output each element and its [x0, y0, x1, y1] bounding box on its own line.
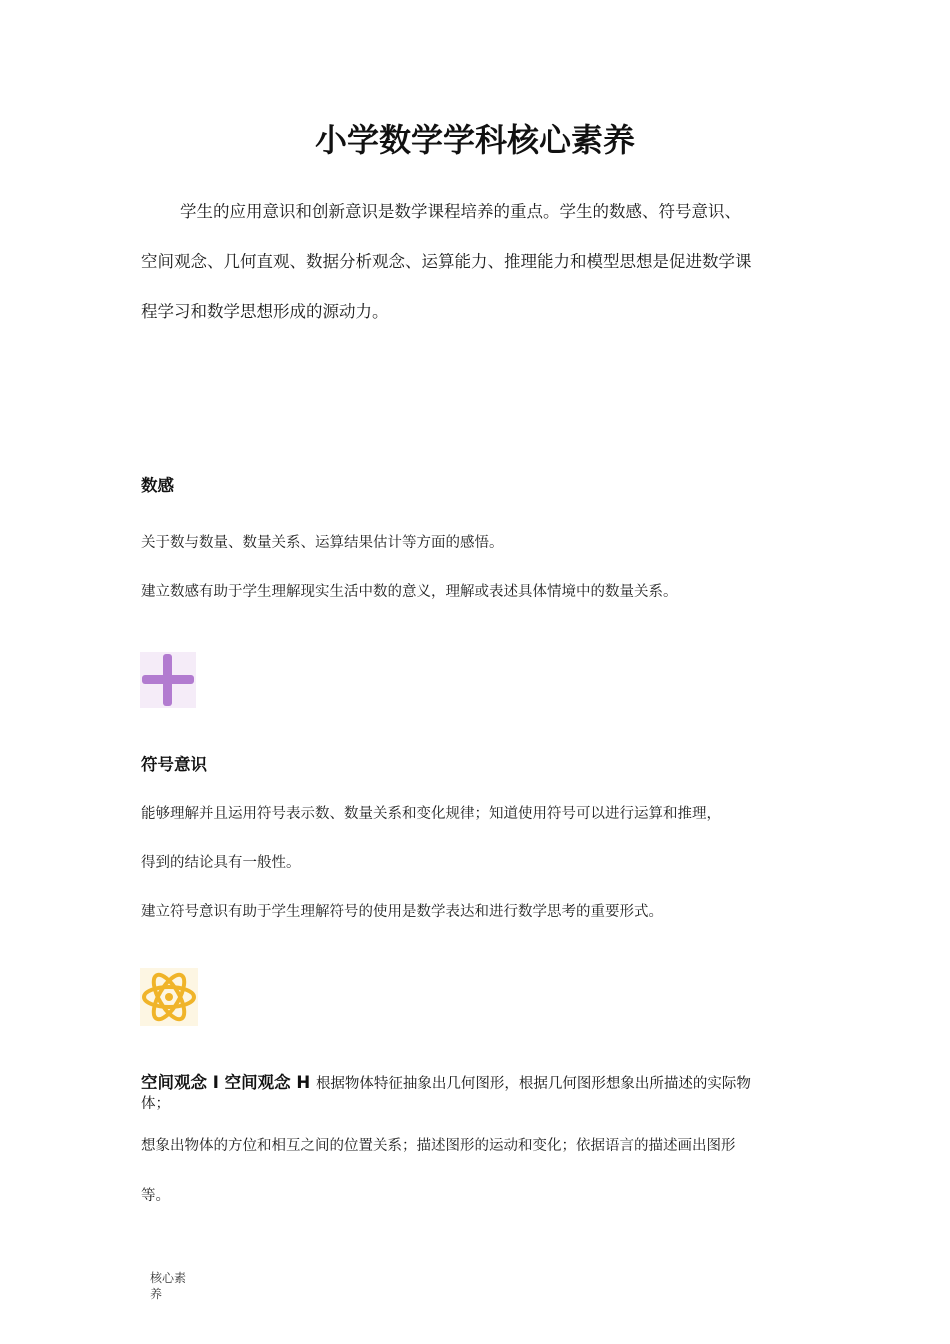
- intro-line-2: 空间观念、几何直观、数据分析观念、运算能力、推理能力和模型思想是促进数学课: [141, 252, 752, 271]
- footer-label: [150, 1270, 186, 1302]
- intro-line-1: 学生的应用意识和创新意识是数学课程培养的重点。学生的数感、符号意识、: [180, 202, 741, 221]
- atom-icon: [140, 968, 198, 1026]
- section-heading-symbol-sense: 符号意识: [141, 755, 207, 774]
- section-line: 得到的结论具有一般性。: [141, 855, 301, 871]
- footer-line-2: 养: [150, 1287, 163, 1301]
- section-line: 想象出物体的方位和相互之间的位置关系；描述图形的运动和变化；依据语言的描述画出图形: [141, 1138, 736, 1154]
- section-heading-spatial-sense: [141, 1071, 751, 1096]
- section-line: 等。: [141, 1188, 170, 1204]
- section-line: 关于数与数量、数量关系、运算结果估计等方面的感悟。: [141, 535, 504, 551]
- section-line: 建立符号意识有助于学生理解符号的使用是数学表达和进行数学思考的重要形式。: [141, 904, 663, 920]
- section-heading-label: 空间观念 I 空间观念 H: [141, 1073, 311, 1092]
- section-line: 建立数感有助于学生理解现实生活中数的意义，理解或表述具体情境中的数量关系。: [141, 584, 678, 600]
- section-line: 能够理解并且运用符号表示数、数量关系和变化规律；知道使用符号可以进行运算和推理，: [141, 806, 721, 822]
- footer-line-1: 核心素: [150, 1271, 187, 1285]
- section-heading-number-sense: 数感: [141, 476, 174, 495]
- intro-line-3: 程学习和数学思想形成的源动力。: [141, 302, 389, 321]
- section-heading-tail: 根据物体特征抽象出几何图形，根据几何图形想象出所描述的实际物: [315, 1076, 751, 1092]
- page-title: 小学数学学科核心素养: [314, 121, 635, 159]
- plus-icon: [140, 652, 196, 708]
- section-line-wrap: 体；: [141, 1096, 170, 1112]
